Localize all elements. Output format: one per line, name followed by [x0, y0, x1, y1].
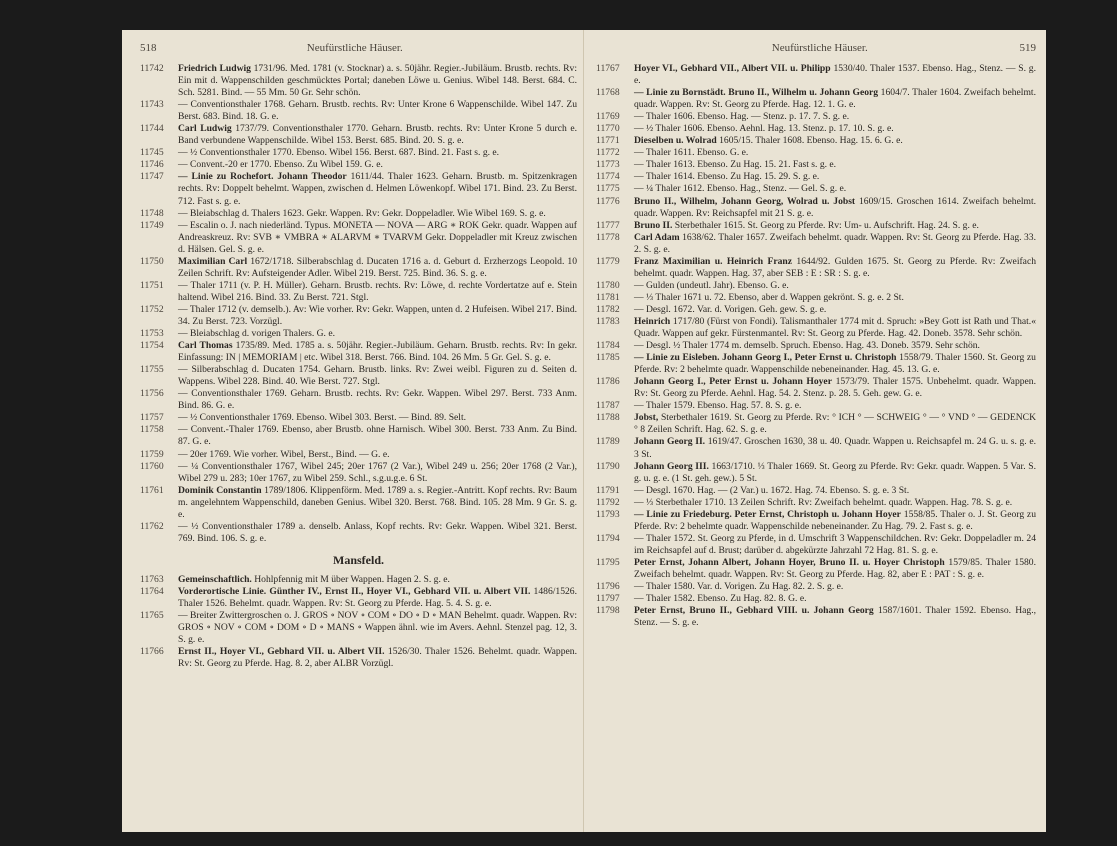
entry-description: — Thaler 1582. Ebenso. Zu Hag. 82. 8. G. e. — [634, 593, 807, 605]
catalog-entry — [596, 340, 1036, 352]
lot-number: 11747 — [140, 171, 164, 183]
catalog-entry — [140, 304, 577, 328]
entry-text — [634, 147, 1036, 159]
catalog-entry — [596, 412, 1036, 436]
catalog-entry — [140, 147, 577, 159]
catalog-entry — [596, 581, 1036, 593]
catalog-entry — [140, 521, 577, 545]
entry-lead: — Linie zu Eisleben. Johann Georg I., Peter Ernst u. Christoph — [634, 352, 897, 364]
catalog-entry — [140, 364, 577, 388]
lot-number: 11779 — [596, 255, 620, 267]
lot-number: 11776 — [596, 195, 620, 207]
entry-text — [634, 159, 1036, 171]
lot-number: 11768 — [596, 87, 620, 99]
lot-number: 11782 — [596, 303, 620, 315]
catalog-entry — [596, 135, 1036, 147]
lot-number: 11759 — [140, 448, 164, 460]
lot-number: 11778 — [596, 231, 620, 243]
catalog-entry — [140, 220, 577, 256]
lot-number: 11764 — [140, 585, 164, 597]
entry-text — [178, 280, 577, 304]
left-page — [122, 30, 584, 832]
entry-text — [178, 340, 577, 364]
entry-text — [634, 87, 1036, 111]
entry-description: — Thaler 1613. Ebenso. Zu Hag. 15. 21. Fast s. g. e. — [634, 159, 837, 171]
lot-number: 11742 — [140, 63, 164, 74]
entry-lead: Carl Ludwig — [178, 123, 232, 135]
entry-description: — ¼ Conventionsthaler 1767, Wibel 245; 20er 1767 (2 Var.), Wibel 249 u. 256; 20er 1768 (2 Var.), Wibel 279 u. 283; 10er 1767, zu Wibel 259. Schl., s.g.u.g.e. 6 St. — [178, 460, 577, 484]
entry-text — [178, 521, 577, 545]
entry-text — [178, 449, 577, 461]
lot-number: 11770 — [596, 123, 620, 135]
entry-description: Sterbethaler 1615. St. Georg zu Pferde. Rv: Um- u. Aufschrift. Hag. 24. S. g. e. — [674, 219, 979, 231]
lot-number: 11788 — [596, 412, 620, 424]
entry-text — [634, 509, 1036, 533]
catalog-entry — [140, 159, 577, 171]
catalog-entry — [596, 183, 1036, 195]
entry-description: — Desgl. 1670. Hag. — (2 Var.) u. 1672. Hag. 74. Ebenso. S. g. e. 3 St. — [634, 484, 910, 496]
lot-number: 11791 — [596, 484, 620, 496]
catalog-entry — [596, 304, 1036, 316]
page-number: 519 — [1019, 42, 1036, 54]
right-page-header — [596, 42, 1036, 54]
entry-description: 1579/85. Thaler 1580. Zweifach behelmt. quadr. Wappen. Rv: St. Georg zu Pferde. Hag. 82, aber E : PAT : S. g. e. — [634, 556, 1037, 580]
entry-text — [178, 461, 577, 485]
lot-number: 11775 — [596, 183, 620, 195]
lot-number: 11796 — [596, 581, 620, 593]
entry-description: — Gulden (undeutl. Jahr). Ebenso. G. e. — [634, 279, 789, 291]
catalog-entry — [140, 574, 577, 586]
running-title: Neufürstliche Häuser. — [771, 42, 868, 54]
entry-description: — ½ Thaler 1606. Ebenso. Aehnl. Hag. 13. Stenz. p. 17. 10. S. g. e. — [634, 123, 894, 135]
entry-text — [178, 123, 577, 147]
entry-lead: Heinrich — [634, 315, 671, 327]
entry-description: — Breiter Zwittergroschen o. J. GROS ∘ NOV ∘ COM ∘ DO ∘ D ∘ MAN Behelmt. quadr. Wappen. Rv: GROS ∘ NOV ∘ COM ∘ DOM ∘ D ∘ MANS ∘ Wappen ähnl. wie im Avers. Aehnl. Stenzel pag. 12, 3. S. g. e. — [178, 610, 577, 646]
lot-number: 11780 — [596, 279, 620, 291]
lot-number: 11798 — [596, 605, 620, 617]
lot-number: 11760 — [140, 460, 164, 472]
catalog-entry — [140, 485, 577, 521]
entry-description: — ½ Conventionsthaler 1769. Ebenso. Wibel 303. Berst. — Bind. 89. Selt. — [178, 412, 467, 424]
entry-description: — ⅓ Sterbethaler 1710. 13 Zeilen Schrift. Rv: Zweifach behelmt. quadr. Wappen. Hag. 78. S. g. e. — [634, 496, 1013, 508]
entry-lead: Franz Maximilian u. Heinrich Franz — [634, 255, 792, 267]
entry-description: — Thaler 1572. St. Georg zu Pferde, in d. Umschrift 3 Wappenschildchen. Rv: Gekr. Doppeladler m. 24 im Reichsapfel auf d. Brust; darüber d. abgekürzte Jahrzahl 72 Hag. 81. S. g. e. — [634, 532, 1036, 556]
entry-description: 1638/62. Thaler 1657. Zweifach behelmt. quadr. Wappen. Rv: St. Georg zu Pferde. Hag. 33. 2. S. g. e. — [634, 231, 1036, 255]
lot-number: 11769 — [596, 111, 620, 123]
entry-text — [178, 171, 577, 207]
entry-lead: Jobst, — [634, 412, 659, 424]
entry-text — [634, 135, 1036, 147]
catalog-entry — [596, 147, 1036, 159]
entry-text — [634, 111, 1036, 123]
entry-lead: Maximilian Carl — [178, 255, 248, 267]
entry-lead: — Linie zu Bornstädt. Bruno II., Wilhelm u. Johann Georg — [634, 87, 879, 99]
catalog-entry — [140, 461, 577, 485]
lot-number: 11774 — [596, 171, 620, 183]
catalog-entry — [140, 388, 577, 412]
entry-text — [634, 605, 1036, 629]
catalog-entry — [596, 123, 1036, 135]
entry-description: 1605/15. Thaler 1608. Ebenso. Hag. 15. 6. G. e. — [719, 135, 903, 147]
entry-lead: Vorderortische Linie. Günther IV., Ernst II., Hoyer VI., Gebhard VII. u. Albert VII. — [178, 585, 531, 597]
entry-lead: Hoyer VI., Gebhard VII., Albert VII. u. Philipp — [634, 63, 831, 74]
entry-lead: Bruno II., Wilhelm, Johann Georg, Wolrad u. Jobst — [634, 195, 856, 207]
entry-text — [634, 292, 1036, 304]
entry-lead: Johann Georg III. — [634, 460, 709, 472]
entry-description: 1573/79. Thaler 1575. Unbehelmt. quadr. Wappen. Rv: St. Georg zu Pferde. Aehnl. Hag. 54. 2. Stenz. p. 28. 5. Geh. gew. G. e. — [634, 376, 1036, 400]
entry-text — [178, 304, 577, 328]
lot-number: 11794 — [596, 532, 620, 544]
entry-description: — Bleiabschlag d. vorigen Thalers. G. e. — [178, 328, 336, 340]
entry-description: 1644/92. Gulden 1675. St. Georg zu Pferde. Rv: Zweifach behelmt. quadr. Wappen. Hag. 37, aber SEB : E : SR : S. g. e. — [634, 255, 1036, 279]
catalog-entry — [140, 208, 577, 220]
catalog-entry — [140, 449, 577, 461]
lot-number: 11773 — [596, 159, 620, 171]
catalog-entry — [596, 280, 1036, 292]
entry-description: — Thaler 1606. Ebenso. Hag. — Stenz. p. 17. 7. S. g. e. — [634, 111, 850, 123]
entry-text — [634, 340, 1036, 352]
lot-number: 11784 — [596, 340, 620, 352]
catalog-entry — [140, 340, 577, 364]
lot-number: 11781 — [596, 291, 620, 303]
entry-description: 1731/96. Med. 1781 (v. Stocknar) a. s. 50jähr. Regier.-Jubiläum. Brustb. rechts. Rv: Ein mit d. Wappenschilden geschmücktes Portal; daneben Löwe u. Genius. Wibel 148. Berst. 684. C. Sch. 5281. Bind. — 55 Mm. 50 Gr. Sehr schön. — [178, 63, 577, 99]
catalog-entry — [140, 412, 577, 424]
catalog-entry — [596, 436, 1036, 460]
entry-text — [634, 485, 1036, 497]
catalog-entry — [596, 485, 1036, 497]
entry-description: 1735/89. Med. 1785 a. s. 50jähr. Regier.-Jubiläum. Geharn. Brustb. rechts. Rv: In gekr. Einfassung: IN | MEMORIAM | etc. Wibel 318. Berst. 766. Bind. 104. 26 Mm. 5 Gr. Gel. S. g. e. — [178, 340, 577, 364]
lot-number: 11755 — [140, 364, 164, 376]
entry-text — [178, 208, 577, 220]
lot-number: 11786 — [596, 376, 620, 388]
lot-number: 11772 — [596, 147, 620, 159]
lot-number: 11763 — [140, 573, 164, 585]
entry-description: 1609/15. Groschen 1614. Zweifach behelmt. quadr. Wappen. Rv: Reichsapfel mit 21 S. g. e. — [634, 195, 1037, 219]
entry-description: — Silberabschlag d. Ducaten 1754. Geharn. Brustb. links. Rv: Zwei weibl. Figuren zu d. Seiten d. Wappens. Wibel 228. Bind. 40. Wie Berst. 727. Stgl. — [178, 364, 577, 388]
entry-description: — Conventionsthaler 1769. Geharn. Brustb. rechts. Rv: Gekr. Wappen. Wibel 297. Berst. 733 Anm. Bind. 86. G. e. — [178, 388, 577, 412]
entry-text — [178, 574, 577, 586]
entry-text — [178, 586, 577, 610]
lot-number: 11787 — [596, 400, 620, 412]
catalog-entry — [596, 63, 1036, 87]
entry-description: 1530/40. Thaler 1537. Ebenso. Hag., Stenz. — S. g. e. — [634, 63, 1036, 87]
entry-text — [178, 256, 577, 280]
entry-text — [178, 99, 577, 123]
entry-description: — Desgl. ½ Thaler 1774 m. demselb. Spruch. Ebenso. Hag. 43. Doneb. 3579. Sehr schön. — [634, 340, 980, 352]
catalog-entry — [596, 461, 1036, 485]
entry-description: — Thaler 1580. Var. d. Vorigen. Zu Hag. 82. 2. S. g. e. — [634, 581, 844, 593]
entry-lead: Carl Adam — [634, 231, 680, 243]
entry-description: — Thaler 1614. Ebenso. Zu Hag. 15. 29. S. g. e. — [634, 171, 820, 183]
lot-number: 11761 — [140, 484, 164, 496]
entry-description: — Escalin o. J. nach niederländ. Typus. MONETA — NOVA — ARG ∗ ROK Gekr. quadr. Wappen auf Andreaskreuz. Rv: SVB ∗ VMBRA ∗ ALARVM ∗ TVARVM Gekr. Doppeladler mit Kreuz zwischen d. Hälsen. Gel. S. g. e. — [178, 219, 577, 255]
entry-text — [178, 63, 577, 99]
entry-lead: Peter Ernst, Bruno II., Gebhard VIII. u. Johann Georg — [634, 605, 874, 617]
catalog-entry — [596, 376, 1036, 400]
catalog-entry — [140, 99, 577, 123]
entry-text — [634, 232, 1036, 256]
catalog-entry — [140, 123, 577, 147]
catalog-entry — [596, 220, 1036, 232]
entry-text — [634, 436, 1036, 460]
entry-description: — Desgl. 1672. Var. d. Vorigen. Geh. gew. S. g. e. — [634, 303, 827, 315]
entry-lead: Johann Georg II. — [634, 436, 706, 448]
entry-description: — ½ Conventionsthaler 1770. Ebenso. Wibel 156. Berst. 687. Bind. 21. Fast s. g. e. — [178, 147, 500, 159]
entry-text — [634, 123, 1036, 135]
catalog-entry — [596, 400, 1036, 412]
catalog-entry — [596, 256, 1036, 280]
lot-number: 11797 — [596, 593, 620, 605]
page-number: 518 — [140, 42, 157, 54]
entry-description: — Convent.-20 er 1770. Ebenso. Zu Wibel 159. G. e. — [178, 159, 383, 171]
entry-text — [178, 364, 577, 388]
entry-text — [634, 533, 1036, 557]
entry-lead: Ernst II., Hoyer VI., Gebhard VII. u. Albert VII. — [178, 646, 385, 658]
lot-number: 11785 — [596, 352, 620, 364]
lot-number: 11795 — [596, 556, 620, 568]
entry-text — [634, 220, 1036, 232]
catalog-entry — [596, 292, 1036, 304]
entry-description: 1486/1526. Thaler 1526. Behelmt. quadr. Wappen. Rv: St. Georg zu Pferde. Hag. 5. 4. S. g. e. — [178, 585, 577, 609]
entry-text — [178, 646, 577, 670]
entry-description: — ½ Conventionsthaler 1789 a. denselb. Anlass, Kopf rechts. Rv: Gekr. Wappen. Wibel 321. Berst. 769. Bind. 106. S. g. e. — [178, 520, 577, 544]
lot-number: 11783 — [596, 315, 620, 327]
entry-description: Hohlpfennig mit M über Wappen. Hagen 2. S. g. e. — [254, 573, 450, 585]
entry-text — [634, 63, 1036, 87]
entry-description: — Conventionsthaler 1768. Geharn. Brustb. rechts. Rv: Unter Krone 6 Wappenschilde. Wibel 147. Zu Berst. 683. Bind. 18. G. e. — [178, 99, 577, 123]
catalog-entry — [596, 232, 1036, 256]
entry-description: 1558/79. Thaler 1560. St. Georg zu Pferde. Rv: 2 behelmte quadr. Wappenschilde nebeneinander. Hag. 45. 13. G. e. — [634, 352, 1036, 376]
entry-lead: Friedrich Ludwig — [178, 63, 251, 74]
entry-text — [634, 183, 1036, 195]
catalog-entry — [596, 111, 1036, 123]
entry-text — [634, 593, 1036, 605]
lot-number: 11744 — [140, 123, 164, 135]
catalog-entry — [140, 63, 577, 99]
entry-description: 1717/80 (Fürst von Fondi). Talismanthaler 1774 mit d. Spruch: »Bey Gott ist Rath und That.« Quadr. Wappen auf gekr. Fürstenmantel. Rv: St. Georg zu Pferde. Hag. 42. Doneb. 3578. Sehr schön. — [634, 315, 1036, 340]
entry-description: 1587/1601. Thaler 1592. Ebenso. Hag., Stenz. — S. g. e. — [634, 605, 1037, 629]
lot-number: 11793 — [596, 508, 620, 520]
running-title: Neufürstliche Häuser. — [306, 42, 403, 54]
entry-text — [178, 610, 577, 646]
entry-text — [634, 171, 1036, 183]
entry-text — [634, 557, 1036, 581]
lot-number: 11752 — [140, 303, 164, 315]
lot-number: 11754 — [140, 340, 164, 352]
lot-number: 11748 — [140, 207, 164, 219]
catalog-entry — [596, 533, 1036, 557]
entry-description: 1789/1806. Klippenförm. Med. 1789 a. s. Regier.-Antritt. Kopf rechts. Rv: Baum m. angelehntem Wappenschild, daneben Genius. Wibel 320. Berst. 768. Bind. 105. 28 Mm. 9 Gr. S. g. e. — [178, 484, 577, 520]
entry-description: — ⅓ Thaler 1671 u. 72. Ebenso, aber d. Wappen gekrönt. S. g. e. 2 St. — [634, 291, 904, 303]
lot-number: 11767 — [596, 63, 620, 74]
catalog-entry — [596, 171, 1036, 183]
lot-number: 11743 — [140, 99, 164, 111]
entry-text — [634, 316, 1036, 340]
lot-number: 11750 — [140, 255, 164, 267]
entry-description: 1663/1710. ⅓ Thaler 1669. St. Georg zu Pferde. Rv: Gekr. quadr. Wappen. 5 Var. S. g. u. g. e. (1 St. geh. gew.). 5 St. — [634, 460, 1036, 484]
catalog-entry — [596, 605, 1036, 629]
entry-description: — Thaler 1579. Ebenso. Hag. 57. 8. S. g. e. — [634, 400, 802, 412]
entry-description: Sterbethaler 1619. St. Georg zu Pferde. Rv: ° ICH ° — SCHWEIG ° — ° VND ° — GEDENCK ° 8 Zeilen Schrift. Hag. 62. S. g. e. — [634, 412, 1036, 436]
entry-description: 1737/79. Conventionsthaler 1770. Geharn. Brustb. rechts. Rv: Unter Krone 5 durch e. Band verbundene Wappenschilde. Wibel 153. Berst. 685. Bind. 20. S. g. e. — [178, 123, 577, 147]
catalog-entries — [140, 574, 577, 670]
entry-description: 1619/47. Groschen 1630, 38 u. 40. Quadr. Wappen u. Reichsapfel m. 24 G. u. s. g. e. 3 St. — [634, 436, 1036, 460]
entry-text — [634, 400, 1036, 412]
entry-description: — 20er 1769. Wie vorher. Wibel, Berst., Bind. — G. e. — [178, 448, 390, 460]
lot-number: 11792 — [596, 496, 620, 508]
catalog-entry — [596, 87, 1036, 111]
catalog-entry — [140, 610, 577, 646]
lot-number: 11765 — [140, 610, 164, 622]
entry-text — [634, 280, 1036, 292]
entry-text — [178, 147, 577, 159]
entry-text — [634, 256, 1036, 280]
catalog-entry — [596, 196, 1036, 220]
entry-lead: Peter Ernst, Johann Albert, Johann Hoyer, Bruno II. u. Hoyer Christoph — [634, 556, 945, 568]
entry-description: — Thaler 1711 (v. P. H. Müller). Geharn. Brustb. rechts. Rv: Löwe, d. rechte Vordertatze auf e. Stein haltend. Wibel 216. Bind. 33. Zu Berst. 721. Stgl. — [178, 279, 577, 303]
section-title: Mansfeld. — [333, 552, 384, 567]
entry-description: — Thaler 1712 (v. demselb.). Av: Wie vorher. Rv: Gekr. Wappen, unten d. 2 Hufeisen. Wibel 217. Bind. 34. Zu Berst. 723. Vorzügl. — [178, 303, 578, 327]
entry-description: — Thaler 1611. Ebenso. G. e. — [634, 147, 749, 159]
lot-number: 11751 — [140, 279, 164, 291]
catalog-entry — [596, 159, 1036, 171]
left-page-header — [140, 42, 577, 54]
catalog-entry — [140, 256, 577, 280]
entry-lead: — Linie zu Friedeburg. Peter Ernst, Christoph u. Johann Hoyer — [634, 508, 901, 520]
lot-number: 11757 — [140, 412, 164, 424]
lot-number: 11766 — [140, 646, 164, 658]
entry-text — [634, 304, 1036, 316]
catalog-entry — [596, 509, 1036, 533]
entry-lead: Dominik Constantin — [178, 484, 262, 496]
entry-text — [634, 196, 1036, 220]
catalog-entry — [140, 171, 577, 207]
entry-lead: Dieselben u. Wolrad — [634, 135, 717, 147]
entry-text — [178, 159, 577, 171]
entry-description: — Bleiabschlag d. Thalers 1623. Gekr. Wappen. Rv: Gekr. Doppeladler. Wie Wibel 169. S. g. e. — [178, 207, 546, 219]
catalog-entries — [140, 63, 577, 545]
catalog-entries — [596, 63, 1036, 629]
entry-text — [634, 412, 1036, 436]
entry-text — [178, 328, 577, 340]
lot-number: 11746 — [140, 159, 164, 171]
entry-lead: Johann Georg I., Peter Ernst u. Johann Hoyer — [634, 376, 832, 388]
lot-number: 11771 — [596, 135, 620, 147]
lot-number: 11762 — [140, 520, 164, 532]
entry-lead: — Linie zu Rochefort. Johann Theodor — [178, 171, 347, 183]
entry-text — [634, 376, 1036, 400]
catalog-entry — [596, 352, 1036, 376]
lot-number: 11753 — [140, 328, 164, 340]
entry-lead: Carl Thomas — [178, 340, 233, 352]
lot-number: 11777 — [596, 219, 620, 231]
entry-description: 1526/30. Thaler 1526. Behelmt. quadr. Wappen. Rv: St. Georg zu Pferde. Hag. 8. 2, aber ALBR Vorzügl. — [178, 646, 577, 670]
entry-text — [178, 485, 577, 521]
catalog-entry — [596, 557, 1036, 581]
entry-description: 1672/1718. Silberabschlag d. Ducaten 1716 a. d. Geburt d. Erzherzogs Leopold. 10 Zeilen Schrift. Rv: Aufsteigender Adler. Wibel 219. Berst. 725. Bind. 36. S. g. e. — [178, 255, 578, 279]
entry-description: 1558/85. Thaler o. J. St. Georg zu Pferde. Rv: 2 behelmte quadr. Wappenschilde nebeneinander. Zu Hag. 79. 2. Fast s. g. e. — [634, 508, 1036, 532]
catalog-entry — [596, 316, 1036, 340]
entry-text — [634, 581, 1036, 593]
entry-text — [178, 412, 577, 424]
entry-lead: Gemeinschaftlich. — [178, 573, 252, 585]
entry-description: — ¼ Thaler 1612. Ebenso. Hag., Stenz. — Gel. S. g. e. — [634, 183, 847, 195]
lot-number: 11758 — [140, 424, 164, 436]
entry-text — [178, 424, 577, 448]
catalog-entry — [596, 497, 1036, 509]
right-page — [584, 30, 1046, 832]
lot-number: 11745 — [140, 147, 164, 159]
lot-number: 11790 — [596, 460, 620, 472]
entry-text — [178, 388, 577, 412]
entry-description: — Convent.-Thaler 1769. Ebenso, aber Brustb. ohne Harnisch. Wibel 300. Berst. 733 Anm. Zu Bind. 87. G. e. — [178, 424, 577, 448]
entry-text — [634, 497, 1036, 509]
catalog-entry — [140, 646, 577, 670]
entry-text — [634, 461, 1036, 485]
catalog-entry — [140, 328, 577, 340]
catalog-entry — [596, 593, 1036, 605]
catalog-entry — [140, 424, 577, 448]
entry-text — [178, 220, 577, 256]
entry-text — [634, 352, 1036, 376]
catalog-entry — [140, 280, 577, 304]
entry-description: 1611/44. Thaler 1623. Geharn. Brustb. m. Spitzenkragen rechts. Rv: Doppelt behelmt. Wappen, zwischen d. Helmen Löwenkopf. Wibel 171. Bind. 23. Zu Berst. 712. Fast s. g. e. — [178, 171, 578, 207]
entry-lead: Bruno II. — [634, 219, 673, 231]
lot-number: 11789 — [596, 436, 620, 448]
catalog-entry — [140, 586, 577, 610]
lot-number: 11749 — [140, 219, 164, 231]
lot-number: 11756 — [140, 388, 164, 400]
entry-description: 1604/7. Thaler 1604. Zweifach behelmt. quadr. Wappen. Rv: St. Georg zu Pferde. Hag. 12. 1. G. e. — [634, 87, 1036, 111]
